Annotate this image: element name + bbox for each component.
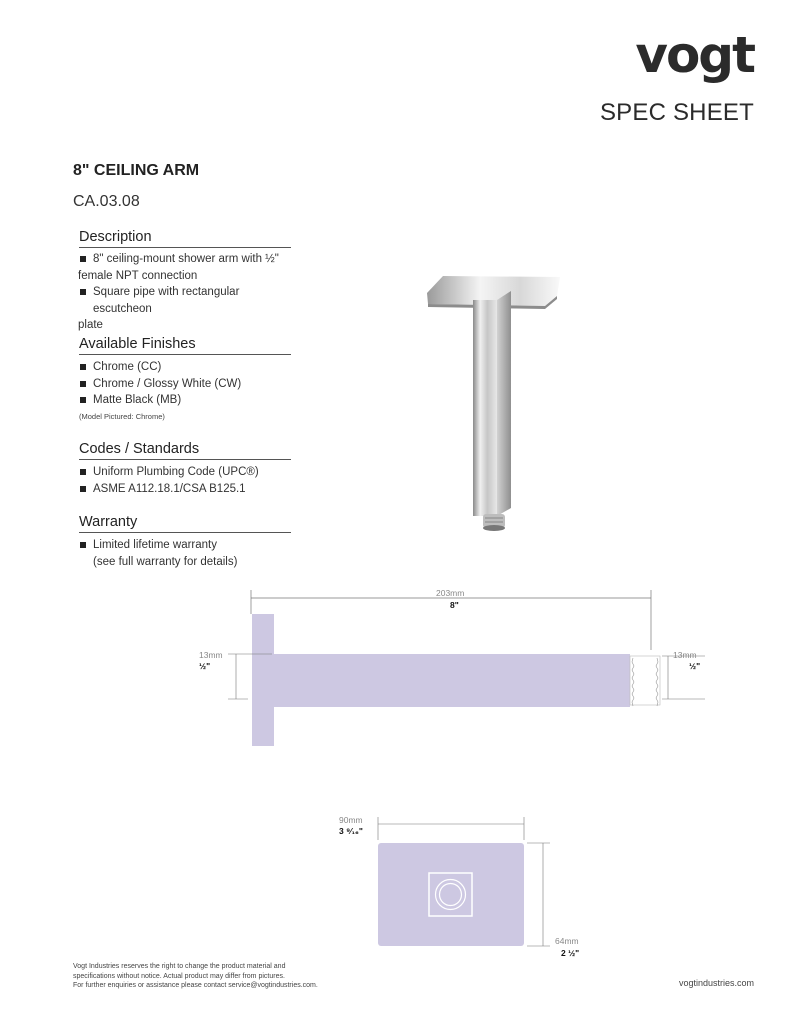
depth-mm-label: 64mm	[555, 936, 579, 946]
product-photo	[425, 276, 560, 532]
product-code: CA.03.08	[73, 193, 140, 210]
finish-item: Chrome (CC)	[79, 359, 291, 376]
codes-heading: Codes / Standards	[79, 441, 291, 460]
footer-disclaimer: Vogt Industries reserves the right to change the product material and specifications without notice. Actual product may differ from pictures. For further enquiries or assistance please contact service@vogtindustries.com.	[73, 963, 318, 989]
right-height-inch-label: ½"	[689, 661, 701, 671]
width-inch-label: 3 ⁹⁄₁₆"	[339, 826, 363, 836]
spec-sheet-title: SPEC SHEET	[599, 99, 754, 126]
codes-section	[79, 441, 291, 497]
escutcheon-side-view	[252, 614, 274, 746]
bullet-square-icon	[80, 486, 86, 492]
description-item: 8" ceiling-mount shower arm with ½"	[79, 251, 291, 268]
vogt-logo: vogt	[635, 26, 754, 84]
warranty-heading: Warranty	[79, 514, 291, 533]
right-height-mm-label: 13mm	[673, 650, 697, 660]
description-item-continued: female NPT connection	[78, 269, 198, 282]
square-pipe	[473, 300, 497, 516]
finish-item: Chrome / Glossy White (CW)	[79, 376, 291, 393]
warranty-item-continued: (see full warranty for details)	[93, 555, 238, 568]
code-item: ASME A112.18.1/CSA B125.1	[79, 481, 291, 498]
warranty-section	[79, 514, 291, 570]
width-mm-label: 90mm	[339, 815, 363, 825]
left-height-inch-label: ½"	[199, 661, 211, 671]
model-pictured-note: (Model Pictured: Chrome)	[79, 411, 165, 421]
bullet-square-icon	[80, 542, 86, 548]
bullet-square-icon	[80, 469, 86, 475]
bullet-square-icon	[80, 256, 86, 262]
description-section	[79, 229, 291, 334]
description-item-continued: plate	[78, 319, 103, 331]
thread-hatch	[630, 656, 660, 706]
escutcheon-top-view	[378, 843, 524, 946]
finishes-heading: Available Finishes	[79, 336, 291, 355]
pipe-top-view	[429, 873, 472, 916]
pipe-side-view	[274, 654, 630, 707]
warranty-item: Limited lifetime warranty	[79, 537, 291, 554]
left-height-mm-label: 13mm	[199, 650, 223, 660]
bullet-square-icon	[80, 364, 86, 370]
product-name: 8" CEILING ARM	[73, 162, 200, 179]
finish-item: Matte Black (MB)	[79, 392, 291, 409]
bullet-square-icon	[80, 381, 86, 387]
length-inch-label: 8"	[450, 600, 459, 610]
bullet-square-icon	[80, 397, 86, 403]
website-link[interactable]: vogtindustries.com	[678, 978, 754, 988]
description-heading: Description	[79, 229, 291, 248]
finishes-section	[79, 336, 291, 421]
depth-inch-label: 2 ½"	[561, 948, 580, 958]
length-mm-label: 203mm	[436, 588, 465, 598]
description-item: Square pipe with rectangular escutcheon	[79, 284, 291, 317]
code-item: Uniform Plumbing Code (UPC®)	[79, 464, 291, 481]
bullet-square-icon	[80, 289, 86, 295]
